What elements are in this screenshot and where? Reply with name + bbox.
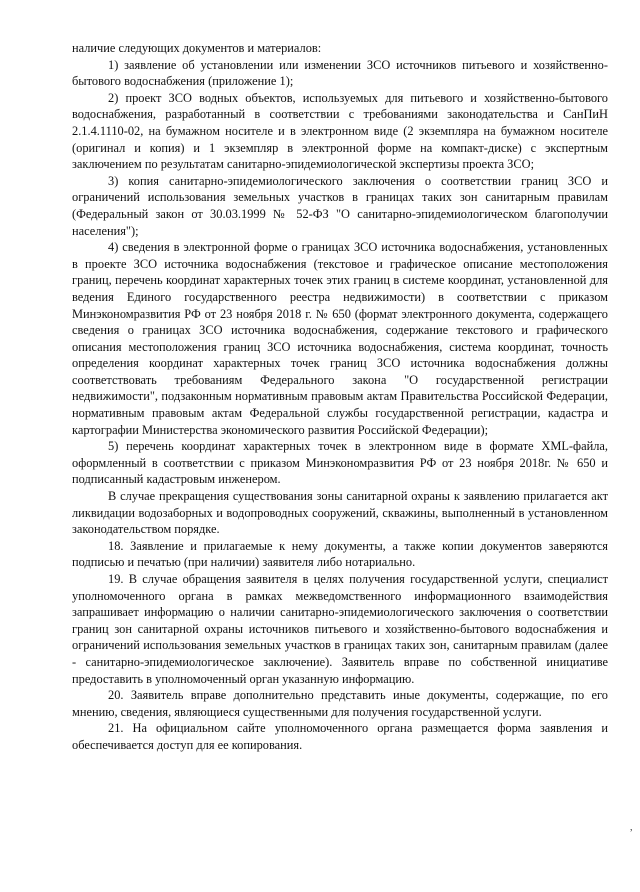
list-item-3: 3) копия санитарно-эпидемиологического заключения о соответствии границ ЗСО и ограничений использования земельных участков в границах таких зон санитарным правилам (Федеральный закон от 30.03.1999 № 52-ФЗ "О санитарно-эпидемиологическом благополучии населения"); (72, 173, 608, 238)
paragraph-termination: В случае прекращения существования зоны санитарной охраны к заявлению прилагается акт ликвидации водозаборных и водопроводных сооружений, скважины, выполненный в установленном законодательством порядке. (72, 489, 608, 537)
list-item-5: 5) перечень координат характерных точек в электронном виде в формате XML-файла, оформленный в соответствии с приказом Минэкономразвития РФ от 23 ноября 2018г. № 650 и подписанный кадастровым инженером. (72, 439, 608, 487)
paragraph-19: 19. В случае обращения заявителя в целях получения государственной услуги, специалист уполномоченного органа в рамках межведомственного информационного взаимодействия запрашивает информацию о наличии санитарно-эпидемиологического заключения о соответствии границ зон санитарной охраны источников питьевого и хозяйственно-бытового водоснабжения и ограничений использования земельных участков в границах таких зон, санитарным правилам (далее - санитарно-эпидемиологическое заключение). Заявитель вправе по собственной инициативе предоставить в уполномоченный орган указанную информацию. (72, 572, 608, 686)
intro-line: наличие следующих документов и материалов: (72, 41, 322, 55)
document-page (72, 40, 608, 754)
list-item-2: 2) проект ЗСО водных объектов, используемых для питьевого и хозяйственно-бытового водоснабжения, разработанный в соответствии с требованиями законодательства и СанПиН 2.1.4.1110-02, на бумажном носителе и в электронном виде (2 экземпляра на бумажном носителе (оригинал и копия) и 1 экземпляр в электронной форме на компакт-диске) с экспертным заключением по результатам санитарно-эпидемиологической экспертизы проекта ЗСО; (72, 90, 608, 172)
scan-speck: , (630, 822, 633, 833)
paragraph-20: 20. Заявитель вправе дополнительно представить иные документы, содержащие, по его мнению, сведения, являющиеся существенными для получения государственной услуги. (72, 688, 608, 719)
paragraph-18: 18. Заявление и прилагаемые к нему документы, а также копии документов заверяются подписью и печатью (при наличии) заявителя либо нотариально. (72, 538, 608, 570)
list-item-4: 4) сведения в электронной форме о границах ЗСО источника водоснабжения, установленных в проекте ЗСО источника водоснабжения (текстовое и графическое описание местоположения границ, перечень координат характерных точек этих границ в системе координат, установленной для ведения Единого государственного реестра недвижимости) в соответствии с приказом Минэкономразвития РФ от 23 ноября 2018 г. № 650 (формат электронного документа, содержащего сведения о границах ЗСО источника водоснабжения, содержание текстового и графического описания местоположения границ ЗСО источника водоснабжения, система координат, точность определения координат характерных точек границ ЗСО источника водоснабжения должны соответствовать требованиям Федерального закона "О государственной регистрации недвижимости", подзаконным нормативным правовым актам Правительства Российской Федерации, нормативным правовым актам Федеральной службы государственной регистрации, кадастра и картографии Министерства экономического развития Российской Федерации); (72, 240, 608, 437)
paragraph-21: 21. На официальном сайте уполномоченного органа размещается форма заявления и обеспечивается доступ для ее копирования. (72, 721, 608, 752)
list-item-1: 1) заявление об установлении или изменении ЗСО источников питьевого и хозяйственно-бытового водоснабжения (приложение 1); (72, 57, 608, 89)
